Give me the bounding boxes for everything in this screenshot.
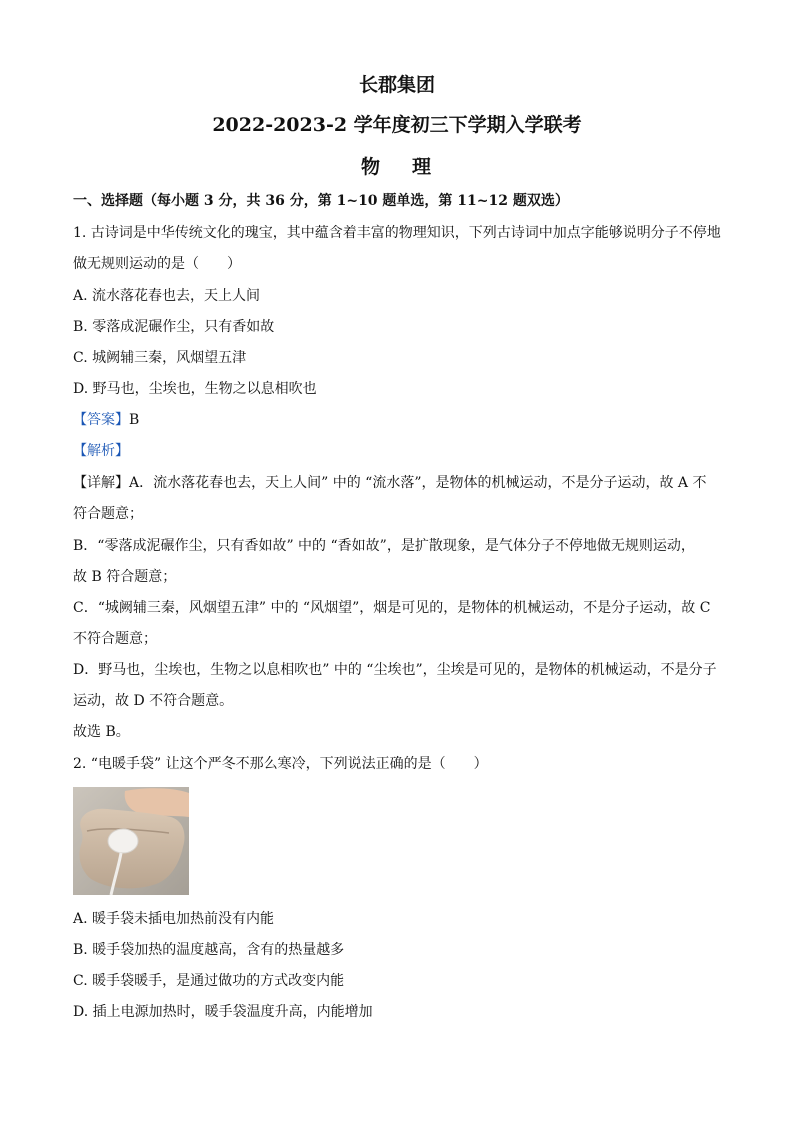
- section-title: 一、选择题（每小题 3 分，共 36 分，第 1~10 题单选，第 11~12 题双选）: [73, 193, 569, 209]
- q1-detail-line-2: 符合题意；: [73, 506, 143, 522]
- q1-conclusion: 故选 B。: [73, 724, 130, 740]
- school-title: 长郡集团: [358, 74, 435, 96]
- answer-value: B: [129, 412, 140, 428]
- q1-detail-line-7: D．野马也，尘埃也，生物之以息相吹也” 中的 “尘埃也”，尘埃是可见的，是物体的机械运动，不是分子: [73, 662, 717, 678]
- q1-stem-line-2: 做无规则运动的是（ ）: [73, 256, 241, 272]
- q1-detail-line-5: C．“城阙辅三秦，风烟望五津” 中的 “风烟望”，烟是可见的，是物体的机械运动，不是分子运动，故 C: [73, 600, 711, 616]
- q2-option-c: C. 暖手袋暖手，是通过做功的方式改变内能: [73, 973, 345, 989]
- detail-label: 【详解】: [73, 475, 129, 491]
- q1-answer: [73, 411, 733, 429]
- subject-title: [0, 152, 794, 179]
- q2-option-b: B. 暖手袋加热的温度越高，含有的热量越多: [73, 942, 345, 958]
- q1-detail-line-4: 故 B 符合题意；: [73, 569, 177, 585]
- q1-detail-line-8: 运动，故 D 不符合题意。: [73, 693, 234, 709]
- hand-warmer-photo: [73, 787, 189, 895]
- q1-option-d: D. 野马也，尘埃也，生物之以息相吹也: [73, 381, 317, 397]
- analysis-label: 【解析】: [73, 443, 129, 459]
- q1-detail-line-3: B．“零落成泥碾作尘，只有香如故” 中的 “香如故”，是扩散现象，是气体分子不停地做无规则运动，: [73, 538, 695, 554]
- exam-title: 2022-2023-2 学年度初三下学期入学联考: [212, 114, 582, 136]
- answer-label: 【答案】: [73, 412, 129, 428]
- q2-option-a: A. 暖手袋未插电加热前没有内能: [73, 911, 275, 927]
- q1-detail-line-1: [73, 474, 733, 492]
- q1-option-a: A. 流水落花春也去，天上人间: [73, 288, 261, 304]
- q2-stem: 2. “电暖手袋” 让这个严冬不那么寒冷，下列说法正确的是（ ）: [73, 756, 488, 772]
- q1-option-b: B. 零落成泥碾作尘，只有香如故: [73, 319, 275, 335]
- q1-analysis: [73, 442, 733, 460]
- q2-option-d: D. 插上电源加热时，暖手袋温度升高，内能增加: [73, 1004, 373, 1020]
- subject-char-2: 理: [412, 156, 434, 178]
- subject-char-1: 物: [360, 156, 382, 178]
- q1-detail-line-6: 不符合题意；: [73, 631, 157, 647]
- q1-stem-line-1: 1. 古诗词是中华传统文化的瑰宝，其中蕴含着丰富的物理知识，下列古诗词中加点字能够说明分子不停地: [73, 225, 721, 241]
- q1-option-c: C. 城阙辅三秦，风烟望五津: [73, 350, 247, 366]
- detail-text: A．流水落花春也去，天上人间” 中的 “流水落”，是物体的机械运动，不是分子运动，故 A 不: [129, 475, 707, 491]
